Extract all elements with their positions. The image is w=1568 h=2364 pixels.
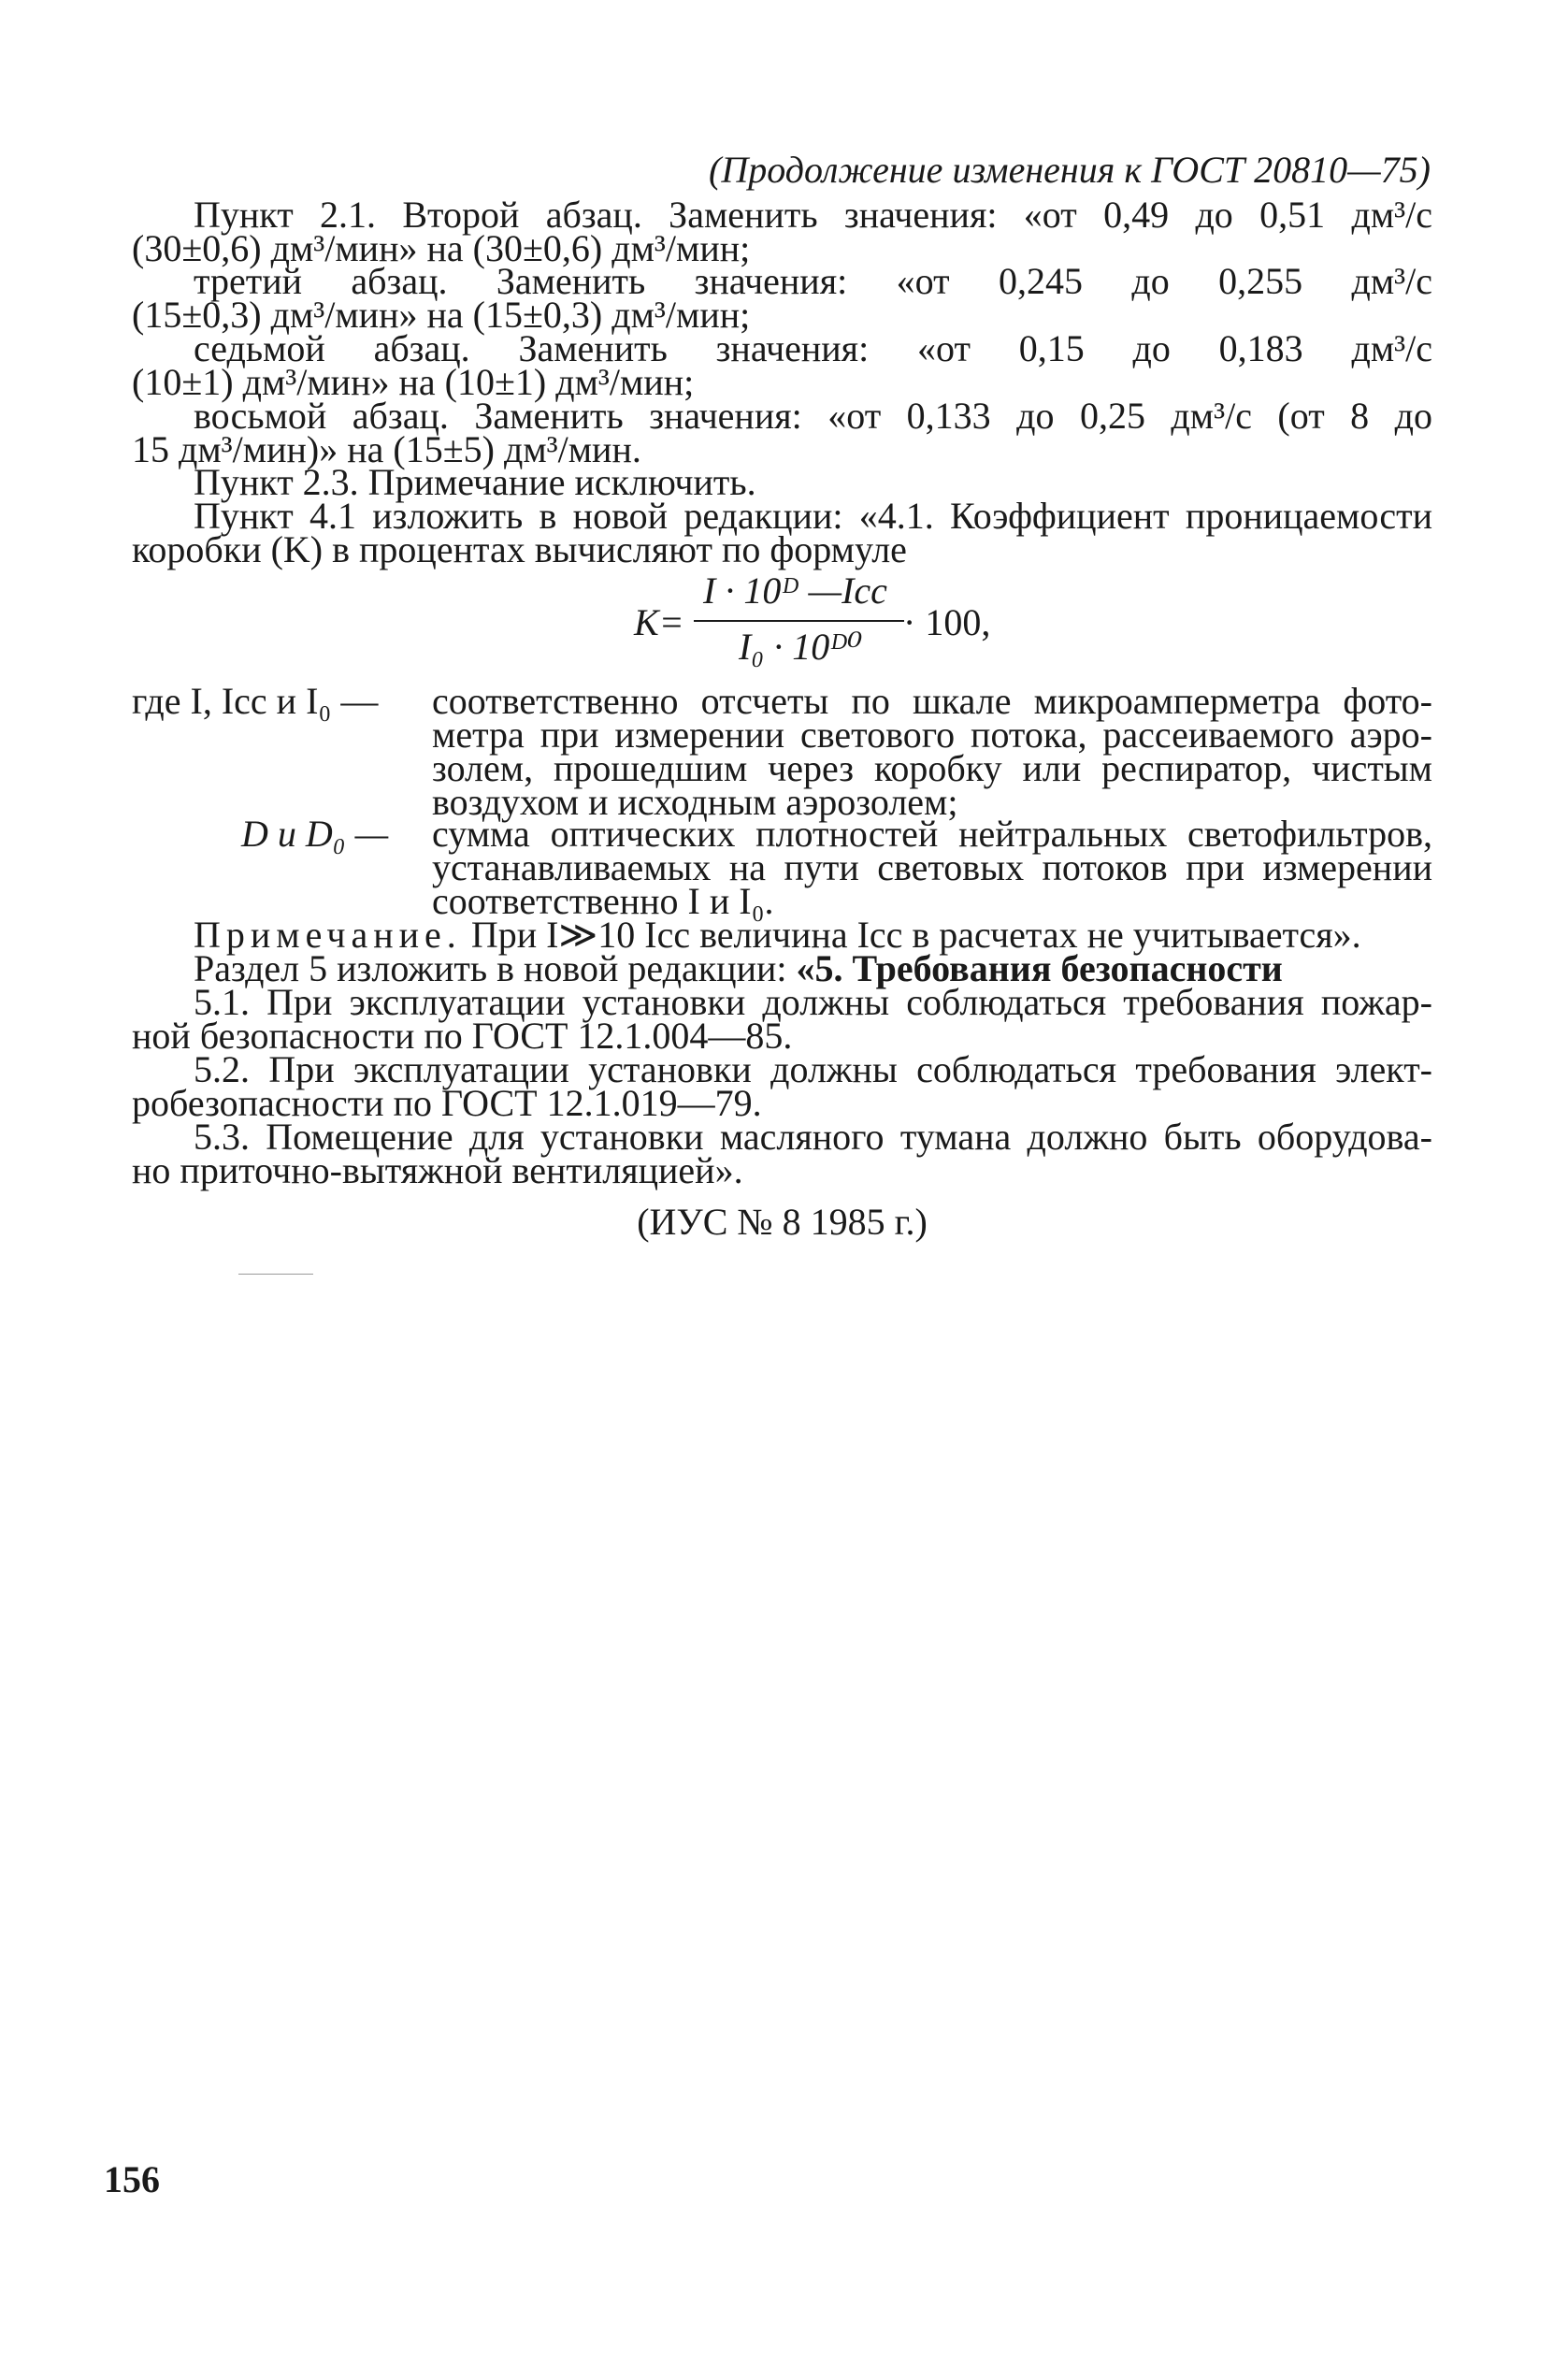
- section-5-2-line-2: робезопасности по ГОСТ 12.1.019—79.: [132, 1082, 762, 1124]
- paragraph-2-1-line-2: (30±0,6) дм³/мин» на (30±0,6) дм³/мин;: [132, 227, 751, 269]
- note-label: Примечание.: [194, 914, 462, 956]
- definition-1-term: где I, Iсс и I₀ —: [132, 680, 379, 722]
- section-5-intro-text: Раздел 5 изложить в новой редакции:: [194, 947, 797, 989]
- section-5-3-line-1: 5.3. Помещение для установки масляного тумана должно быть оборудова-: [194, 1116, 1432, 1158]
- paragraph-4-1-line-1: Пункт 4.1 изложить в новой редакции: «4.1. Коэффициент проницаемости: [194, 495, 1432, 537]
- definition-2-line-3: соответственно I и I₀.: [432, 880, 774, 922]
- page-number: 156: [104, 2158, 160, 2200]
- fraction-bar: [694, 620, 904, 622]
- formula-denominator: I₀ · 10ᴰ⁰: [739, 626, 863, 668]
- definition-1-line-4: воздухом и исходным аэрозолем;: [432, 781, 958, 823]
- formula-numerator: I · 10ᴰ —Iсс: [703, 569, 887, 612]
- definition-1-line-3: золем, прошедшим через коробку или респиратор, чистым: [432, 747, 1432, 789]
- definition-2-line-2: устанавливаемых на пути световых потоков при измерении: [432, 846, 1432, 888]
- paragraph-third-line-2: (15±0,3) дм³/мин» на (15±0,3) дм³/мин;: [132, 294, 751, 336]
- source-reference: (ИУС № 8 1985 г.): [637, 1201, 928, 1243]
- formula-lhs: K=: [634, 601, 684, 643]
- continuation-header: (Продолжение изменения к ГОСТ 20810—75): [709, 149, 1431, 191]
- section-5-1-line-1: 5.1. При эксплуатации установки должны соблюдаться требования пожар-: [194, 981, 1432, 1023]
- paragraph-seventh-line-2: (10±1) дм³/мин» на (10±1) дм³/мин;: [132, 361, 695, 403]
- section-5-2-line-1: 5.2. При эксплуатации установки должны соблюдаться требования элект-: [194, 1048, 1432, 1090]
- definition-2-term: D и D₀ —: [241, 813, 389, 855]
- note-text: При I≫10 Iсс величина Iсс в расчетах не учитывается».: [470, 914, 1361, 956]
- paragraph-2-1-line-1: Пункт 2.1. Второй абзац. Заменить значения: «от 0,49 до 0,51 дм³/с: [194, 194, 1432, 236]
- paragraph-2-3: Пункт 2.3. Примечание исключить.: [194, 461, 756, 503]
- definition-1-line-2: метра при измерении светового потока, рассеиваемого аэро-: [432, 714, 1432, 756]
- decorative-rule: [238, 1274, 313, 1275]
- paragraph-eighth-line-2: 15 дм³/мин)» на (15±5) дм³/мин.: [132, 428, 641, 470]
- paragraph-4-1-line-2: коробки (K) в процентах вычисляют по формуле: [132, 528, 907, 570]
- paragraph-third-line-1: третий абзац. Заменить значения: «от 0,245 до 0,255 дм³/с: [194, 260, 1432, 302]
- paragraph-seventh-line-1: седьмой абзац. Заменить значения: «от 0,15 до 0,183 дм³/с: [194, 327, 1432, 369]
- paragraph-eighth-line-1: восьмой абзац. Заменить значения: «от 0,133 до 0,25 дм³/с (от 8 до: [194, 395, 1432, 437]
- formula-multiplier: · 100,: [903, 601, 991, 643]
- section-5-3-line-2: но приточно-вытяжной вентиляцией».: [132, 1149, 743, 1191]
- definition-2-line-1: сумма оптических плотностей нейтральных светофильтров,: [432, 813, 1432, 855]
- definition-1-line-1: соответственно отсчеты по шкале микроамперметра фото-: [432, 680, 1432, 722]
- section-5-1-line-2: ной безопасности по ГОСТ 12.1.004—85.: [132, 1015, 793, 1057]
- section-5-heading: «5. Требования безопасности: [796, 947, 1283, 989]
